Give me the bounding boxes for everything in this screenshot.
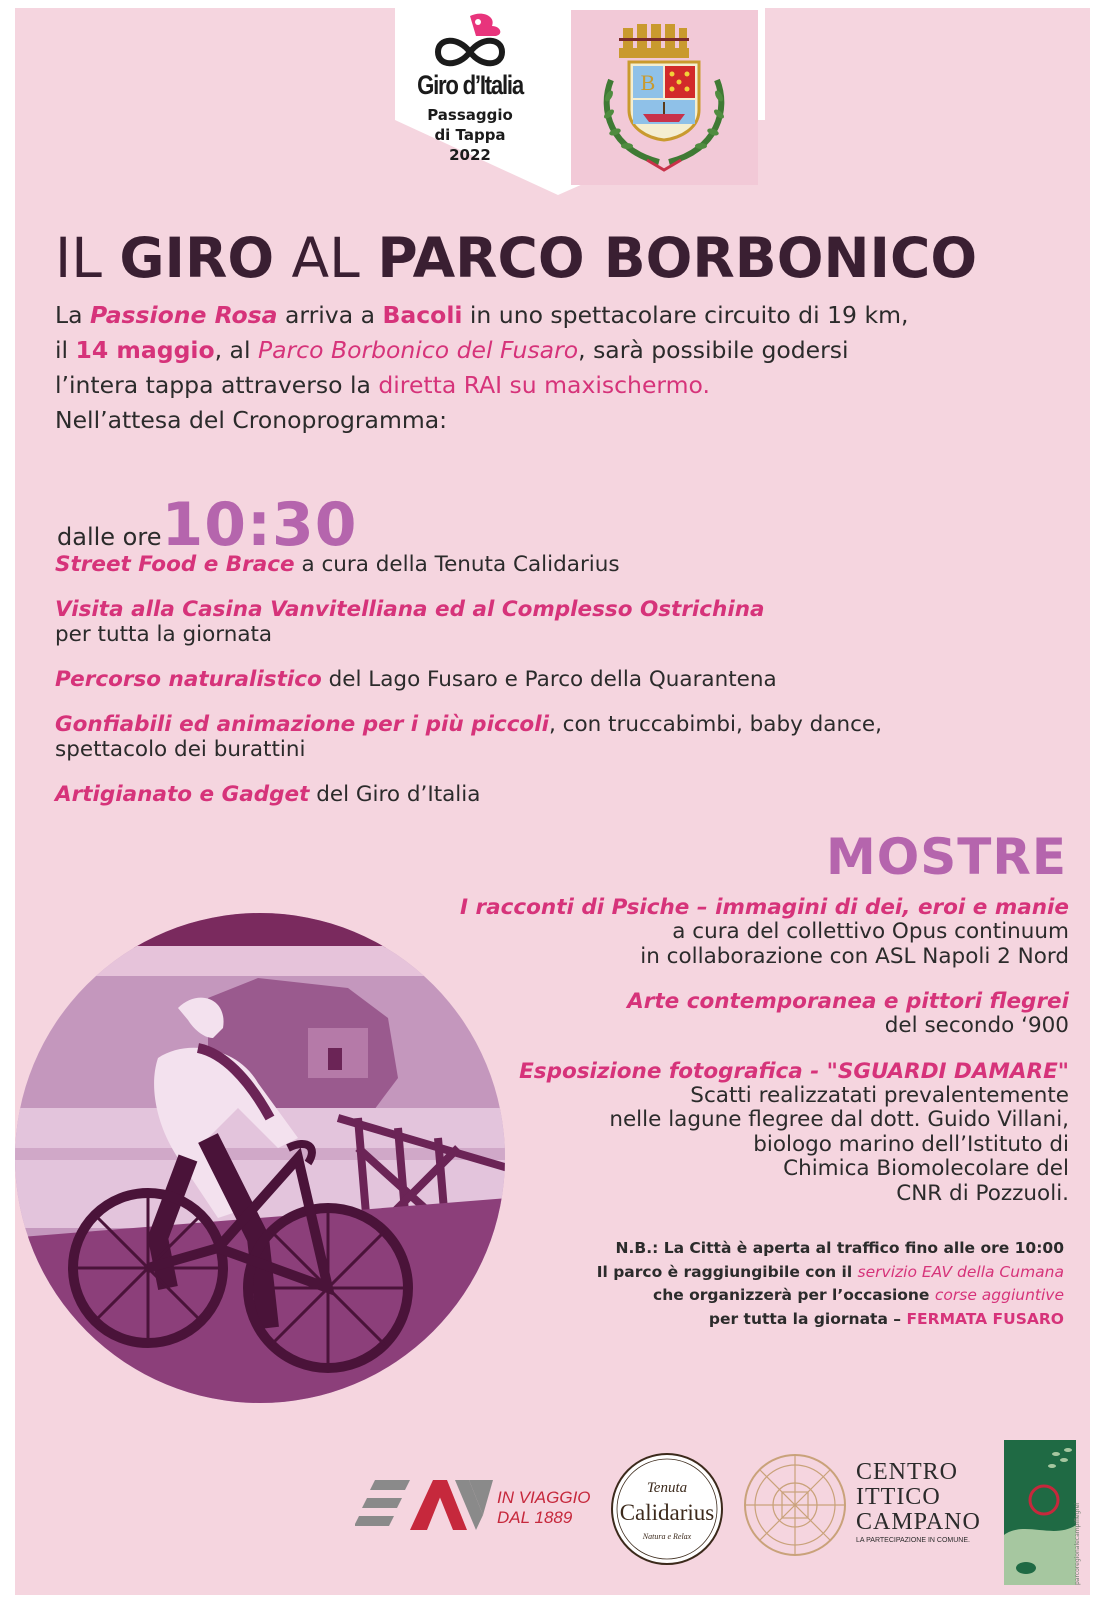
main-title: IL GIRO AL PARCO BORBONICO bbox=[55, 226, 978, 290]
eav-mark-icon bbox=[355, 1470, 495, 1545]
start-time bbox=[57, 490, 357, 560]
program-list bbox=[55, 552, 1055, 827]
program-item: Artigianato e Gadget del Giro d’Italia bbox=[55, 782, 481, 807]
mostra-item: I racconti di Psiche – immagini di dei, eroi e manie a cura del collettivo Opus continuum in collaborazione con ASL Napoli 2 Nord bbox=[460, 895, 1069, 969]
tenuta-calidarius-logo: Tenuta Calidarius Natura e Relax bbox=[608, 1450, 726, 1568]
program-item: Percorso naturalistico del Lago Fusaro e Parco della Quarantena bbox=[55, 667, 777, 692]
program-item: Gonfiabili ed animazione per i più piccoli, con truccabimbi, baby dance, spettacolo dei burattini bbox=[55, 712, 882, 762]
giro-ditalia-logo bbox=[405, 10, 535, 185]
sponsors-strip bbox=[0, 1430, 1119, 1600]
eav-tagline: IN VIAGGIO DAL 1889 bbox=[497, 1488, 591, 1527]
program-item: Street Food e Brace a cura della Tenuta Calidarius bbox=[55, 552, 620, 577]
mostra-item: Arte contemporanea e pittori flegrei del secondo ‘900 bbox=[627, 989, 1069, 1038]
program-item: Visita alla Casina Vanvitelliana ed al Complesso Ostrichina per tutta la giornata bbox=[55, 597, 765, 647]
time-prefix: dalle ore bbox=[57, 523, 162, 551]
eav-logo bbox=[355, 1470, 600, 1545]
ostrichina-logo-icon bbox=[740, 1450, 850, 1560]
giro-logo-icon bbox=[430, 10, 510, 72]
intro-paragraph: La Passione Rosa arriva a Bacoli in uno spettacolare circuito di 19 km, il 14 maggio, al Parco Borbonico del Fusaro, sarà possibile godersi l’intera tappa attraverso la diretta RAI su maxischermo. Nell’attesa del Cronoprogramma: bbox=[55, 301, 909, 434]
bacoli-crest bbox=[571, 10, 758, 185]
notes-block: N.B.: La Città è aperta al traffico fino alle ore 10:00 Il parco è raggiungibile con il servizio EAV della Cumana che organizzerà per l’occasione corse aggiuntive per tutta la giornata – FERMATA FUSARO bbox=[596, 1239, 1064, 1328]
giro-subtitle: Passaggio di Tappa 2022 bbox=[427, 106, 513, 164]
mostre-list bbox=[429, 895, 1069, 1226]
time-value: 10:30 bbox=[161, 490, 358, 560]
mostra-item: Esposizione fotografica - "SGUARDI DAMARE" Scatti realizzatati prevalentemente nelle lagune flegree dal dott. Guido Villani, biologo marino dell’Istituto di Chimica Biomolecolare del CNR di Pozzuoli. bbox=[519, 1058, 1069, 1206]
centro-ittico-campano-logo: CENTRO ITTICO CAMPANO LA PARTECIPAZIONE IN COMUNE. bbox=[856, 1459, 981, 1544]
mostre-title: MOSTRE bbox=[825, 828, 1067, 886]
parco-campi-flegrei-logo-icon bbox=[1004, 1440, 1076, 1585]
crest-icon bbox=[571, 10, 758, 185]
giro-logo-name: Giro d’Italia bbox=[417, 70, 523, 100]
parco-caption: parcoregionalecampiflegrei bbox=[1074, 1502, 1081, 1585]
svg-text:B: B bbox=[640, 70, 656, 95]
